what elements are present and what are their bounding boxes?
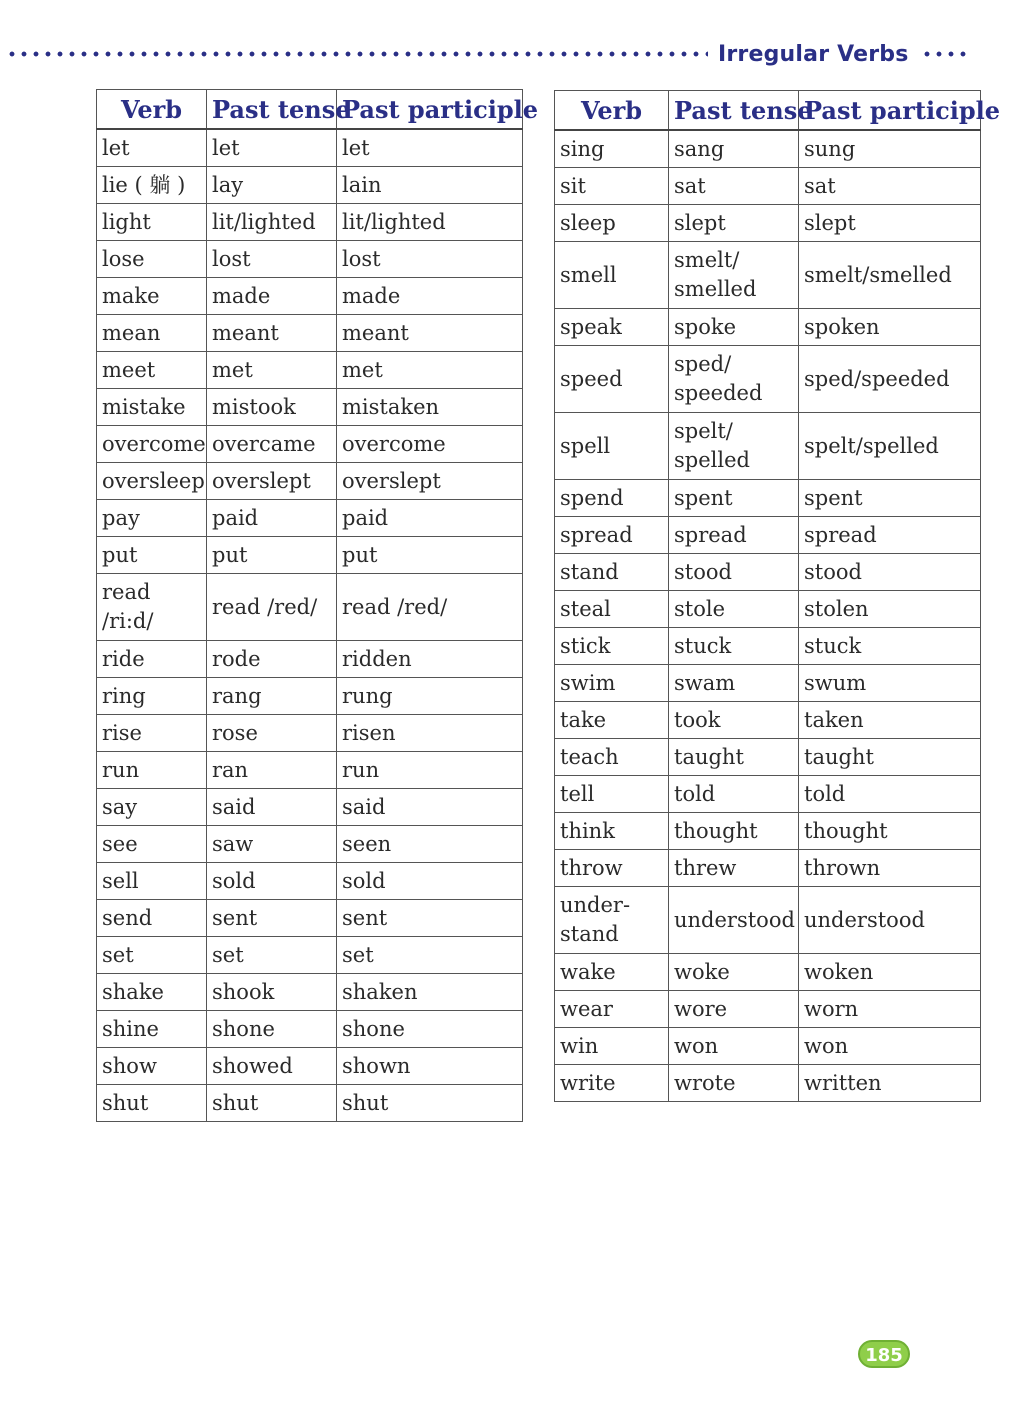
table-row bbox=[555, 628, 981, 665]
column-header-verb: Verb bbox=[97, 90, 207, 130]
table-row bbox=[97, 641, 523, 678]
page-title: Irregular Verbs bbox=[718, 41, 909, 67]
verb-cell: say bbox=[97, 789, 207, 826]
verb-cell: think bbox=[555, 813, 669, 850]
table-row bbox=[97, 937, 523, 974]
verb-table-left bbox=[96, 89, 538, 1122]
verb-cell: tell bbox=[555, 776, 669, 813]
page-number-badge: 185 bbox=[858, 1340, 910, 1368]
past-tense-cell: shone bbox=[207, 1011, 337, 1048]
verb-cell: stick bbox=[555, 628, 669, 665]
table-row bbox=[555, 480, 981, 517]
past-tense-cell: rang bbox=[207, 678, 337, 715]
table-row bbox=[555, 954, 981, 991]
past-tense-cell: lay bbox=[207, 167, 337, 204]
table-row bbox=[555, 813, 981, 850]
past-tense-cell: showed bbox=[207, 1048, 337, 1085]
verb-cell: steal bbox=[555, 591, 669, 628]
past-participle-cell: understood bbox=[799, 887, 981, 954]
past-participle-cell: won bbox=[799, 1028, 981, 1065]
verb-cell: take bbox=[555, 702, 669, 739]
past-tense-cell: lost bbox=[207, 241, 337, 278]
table-row bbox=[97, 826, 523, 863]
past-participle-cell: overslept bbox=[337, 463, 523, 500]
table-row bbox=[97, 752, 523, 789]
past-tense-cell: stuck bbox=[669, 628, 799, 665]
past-tense-cell: sent bbox=[207, 900, 337, 937]
past-tense-cell: understood bbox=[669, 887, 799, 954]
past-tense-cell: mistook bbox=[207, 389, 337, 426]
past-tense-cell: shook bbox=[207, 974, 337, 1011]
verb-cell: wake bbox=[555, 954, 669, 991]
table-row bbox=[97, 278, 523, 315]
past-tense-cell: overcame bbox=[207, 426, 337, 463]
past-tense-cell: stole bbox=[669, 591, 799, 628]
verb-cell: shake bbox=[97, 974, 207, 1011]
page-header bbox=[6, 38, 1016, 70]
past-participle-cell: meant bbox=[337, 315, 523, 352]
table-row bbox=[97, 900, 523, 937]
past-tense-cell: spent bbox=[669, 480, 799, 517]
table-row bbox=[97, 241, 523, 278]
past-tense-cell: made bbox=[207, 278, 337, 315]
table-row bbox=[97, 1011, 523, 1048]
past-participle-cell: woken bbox=[799, 954, 981, 991]
past-participle-cell: slept bbox=[799, 205, 981, 242]
table-row bbox=[97, 715, 523, 752]
past-participle-cell: ridden bbox=[337, 641, 523, 678]
past-tense-cell: stood bbox=[669, 554, 799, 591]
verb-cell: lose bbox=[97, 241, 207, 278]
verb-cell: set bbox=[97, 937, 207, 974]
table-row bbox=[97, 463, 523, 500]
verb-cell: smell bbox=[555, 242, 669, 309]
table-row bbox=[555, 1065, 981, 1102]
past-tense-cell: wrote bbox=[669, 1065, 799, 1102]
table-row bbox=[555, 554, 981, 591]
past-participle-cell: set bbox=[337, 937, 523, 974]
past-tense-cell: met bbox=[207, 352, 337, 389]
verb-cell: wear bbox=[555, 991, 669, 1028]
past-participle-cell: mistaken bbox=[337, 389, 523, 426]
table-row bbox=[555, 205, 981, 242]
past-participle-cell: smelt/smelled bbox=[799, 242, 981, 309]
table-row bbox=[97, 315, 523, 352]
verb-cell: put bbox=[97, 537, 207, 574]
table-row bbox=[555, 242, 981, 309]
past-participle-cell: thought bbox=[799, 813, 981, 850]
table-row bbox=[555, 850, 981, 887]
table-row bbox=[555, 517, 981, 554]
table-row bbox=[555, 309, 981, 346]
verb-cell: speak bbox=[555, 309, 669, 346]
table-row bbox=[555, 130, 981, 168]
verb-cell: rise bbox=[97, 715, 207, 752]
verb-cell: meet bbox=[97, 352, 207, 389]
table-row bbox=[555, 346, 981, 413]
verb-cell: sit bbox=[555, 168, 669, 205]
table-header-row bbox=[555, 91, 981, 131]
header-dot-rule bbox=[6, 51, 708, 57]
past-tense-cell: won bbox=[669, 1028, 799, 1065]
past-tense-cell: overslept bbox=[207, 463, 337, 500]
verb-cell: sing bbox=[555, 130, 669, 168]
verb-cell: pay bbox=[97, 500, 207, 537]
verb-cell: let bbox=[97, 129, 207, 167]
verb-cell: stand bbox=[555, 554, 669, 591]
past-tense-cell: saw bbox=[207, 826, 337, 863]
verb-cell: shut bbox=[97, 1085, 207, 1122]
past-tense-cell: put bbox=[207, 537, 337, 574]
table-row bbox=[97, 974, 523, 1011]
table-row bbox=[97, 537, 523, 574]
past-tense-cell: spread bbox=[669, 517, 799, 554]
past-tense-cell: meant bbox=[207, 315, 337, 352]
past-tense-cell: sped/ speeded bbox=[669, 346, 799, 413]
verb-cell: mistake bbox=[97, 389, 207, 426]
verb-cell: speed bbox=[555, 346, 669, 413]
verb-cell: lie ( 躺 ) bbox=[97, 167, 207, 204]
verb-cell: sleep bbox=[555, 205, 669, 242]
table-row bbox=[555, 1028, 981, 1065]
past-tense-cell: took bbox=[669, 702, 799, 739]
table-row bbox=[97, 574, 523, 641]
table-row bbox=[97, 678, 523, 715]
table-row bbox=[97, 1048, 523, 1085]
past-tense-cell: threw bbox=[669, 850, 799, 887]
past-participle-cell: sold bbox=[337, 863, 523, 900]
past-tense-cell: set bbox=[207, 937, 337, 974]
past-tense-cell: smelt/ smelled bbox=[669, 242, 799, 309]
past-participle-cell: stuck bbox=[799, 628, 981, 665]
past-participle-cell: lost bbox=[337, 241, 523, 278]
past-tense-cell: thought bbox=[669, 813, 799, 850]
table-row bbox=[97, 204, 523, 241]
verb-cell: under- stand bbox=[555, 887, 669, 954]
past-participle-cell: sung bbox=[799, 130, 981, 168]
table-row bbox=[555, 665, 981, 702]
table-row bbox=[555, 168, 981, 205]
verb-cell: ring bbox=[97, 678, 207, 715]
past-tense-cell: spoke bbox=[669, 309, 799, 346]
past-tense-cell: taught bbox=[669, 739, 799, 776]
past-participle-cell: met bbox=[337, 352, 523, 389]
past-tense-cell: told bbox=[669, 776, 799, 813]
past-tense-cell: slept bbox=[669, 205, 799, 242]
past-tense-cell: read /red/ bbox=[207, 574, 337, 641]
verb-table-right bbox=[554, 90, 1000, 1102]
table-row bbox=[555, 591, 981, 628]
table-row bbox=[97, 426, 523, 463]
past-participle-cell: lit/lighted bbox=[337, 204, 523, 241]
past-participle-cell: worn bbox=[799, 991, 981, 1028]
past-participle-cell: taught bbox=[799, 739, 981, 776]
table-row bbox=[555, 776, 981, 813]
past-participle-cell: taken bbox=[799, 702, 981, 739]
past-tense-cell: woke bbox=[669, 954, 799, 991]
past-tense-cell: rode bbox=[207, 641, 337, 678]
verb-cell: spread bbox=[555, 517, 669, 554]
verb-cell: make bbox=[97, 278, 207, 315]
past-tense-cell: sat bbox=[669, 168, 799, 205]
verb-cell: oversleep bbox=[97, 463, 207, 500]
verb-cell: throw bbox=[555, 850, 669, 887]
past-participle-cell: sped/speeded bbox=[799, 346, 981, 413]
past-participle-cell: read /red/ bbox=[337, 574, 523, 641]
table-row bbox=[97, 500, 523, 537]
past-tense-cell: shut bbox=[207, 1085, 337, 1122]
past-participle-cell: made bbox=[337, 278, 523, 315]
table-row bbox=[97, 389, 523, 426]
verb-cell: overcome bbox=[97, 426, 207, 463]
past-tense-cell: lit/lighted bbox=[207, 204, 337, 241]
past-participle-cell: paid bbox=[337, 500, 523, 537]
verb-cell: run bbox=[97, 752, 207, 789]
table-row bbox=[555, 702, 981, 739]
header-dot-rule-tail bbox=[921, 51, 967, 57]
table-row bbox=[97, 863, 523, 900]
column-header-past-tense: Past tense bbox=[669, 91, 799, 131]
verb-cell: spell bbox=[555, 413, 669, 480]
past-participle-cell: swum bbox=[799, 665, 981, 702]
past-participle-cell: told bbox=[799, 776, 981, 813]
column-header-past-participle: Past participle bbox=[337, 90, 523, 130]
verb-cell: sell bbox=[97, 863, 207, 900]
past-participle-cell: stood bbox=[799, 554, 981, 591]
past-participle-cell: spread bbox=[799, 517, 981, 554]
table-row bbox=[97, 1085, 523, 1122]
past-tense-cell: sold bbox=[207, 863, 337, 900]
verb-cell: show bbox=[97, 1048, 207, 1085]
verb-cell: send bbox=[97, 900, 207, 937]
past-participle-cell: shut bbox=[337, 1085, 523, 1122]
past-participle-cell: stolen bbox=[799, 591, 981, 628]
past-participle-cell: sent bbox=[337, 900, 523, 937]
past-participle-cell: put bbox=[337, 537, 523, 574]
verb-cell: win bbox=[555, 1028, 669, 1065]
verb-cell: spend bbox=[555, 480, 669, 517]
past-tense-cell: let bbox=[207, 129, 337, 167]
verb-cell: swim bbox=[555, 665, 669, 702]
past-participle-cell: written bbox=[799, 1065, 981, 1102]
verb-cell: shine bbox=[97, 1011, 207, 1048]
past-participle-cell: rung bbox=[337, 678, 523, 715]
past-participle-cell: sat bbox=[799, 168, 981, 205]
verb-cell: teach bbox=[555, 739, 669, 776]
past-participle-cell: thrown bbox=[799, 850, 981, 887]
past-participle-cell: shone bbox=[337, 1011, 523, 1048]
past-tense-cell: rose bbox=[207, 715, 337, 752]
table-row bbox=[555, 739, 981, 776]
table-row bbox=[97, 167, 523, 204]
past-participle-cell: spent bbox=[799, 480, 981, 517]
past-participle-cell: spoken bbox=[799, 309, 981, 346]
past-tense-cell: sang bbox=[669, 130, 799, 168]
column-header-verb: Verb bbox=[555, 91, 669, 131]
past-participle-cell: seen bbox=[337, 826, 523, 863]
past-participle-cell: risen bbox=[337, 715, 523, 752]
verb-cell: see bbox=[97, 826, 207, 863]
past-tense-cell: said bbox=[207, 789, 337, 826]
verb-cell: mean bbox=[97, 315, 207, 352]
past-participle-cell: let bbox=[337, 129, 523, 167]
table-row bbox=[97, 352, 523, 389]
past-tense-cell: paid bbox=[207, 500, 337, 537]
column-header-past-tense: Past tense bbox=[207, 90, 337, 130]
verb-cell: write bbox=[555, 1065, 669, 1102]
past-participle-cell: overcome bbox=[337, 426, 523, 463]
past-tense-cell: ran bbox=[207, 752, 337, 789]
past-participle-cell: said bbox=[337, 789, 523, 826]
past-participle-cell: run bbox=[337, 752, 523, 789]
past-tense-cell: wore bbox=[669, 991, 799, 1028]
table-row bbox=[97, 129, 523, 167]
column-header-past-participle: Past participle bbox=[799, 91, 981, 131]
table-row bbox=[97, 789, 523, 826]
past-tense-cell: spelt/ spelled bbox=[669, 413, 799, 480]
past-participle-cell: shaken bbox=[337, 974, 523, 1011]
past-participle-cell: lain bbox=[337, 167, 523, 204]
verb-cell: read /ri:d/ bbox=[97, 574, 207, 641]
table-row bbox=[555, 887, 981, 954]
table-row bbox=[555, 413, 981, 480]
past-participle-cell: shown bbox=[337, 1048, 523, 1085]
past-tense-cell: swam bbox=[669, 665, 799, 702]
table-header-row bbox=[97, 90, 523, 130]
verb-cell: ride bbox=[97, 641, 207, 678]
verb-cell: light bbox=[97, 204, 207, 241]
table-row bbox=[555, 991, 981, 1028]
past-participle-cell: spelt/spelled bbox=[799, 413, 981, 480]
